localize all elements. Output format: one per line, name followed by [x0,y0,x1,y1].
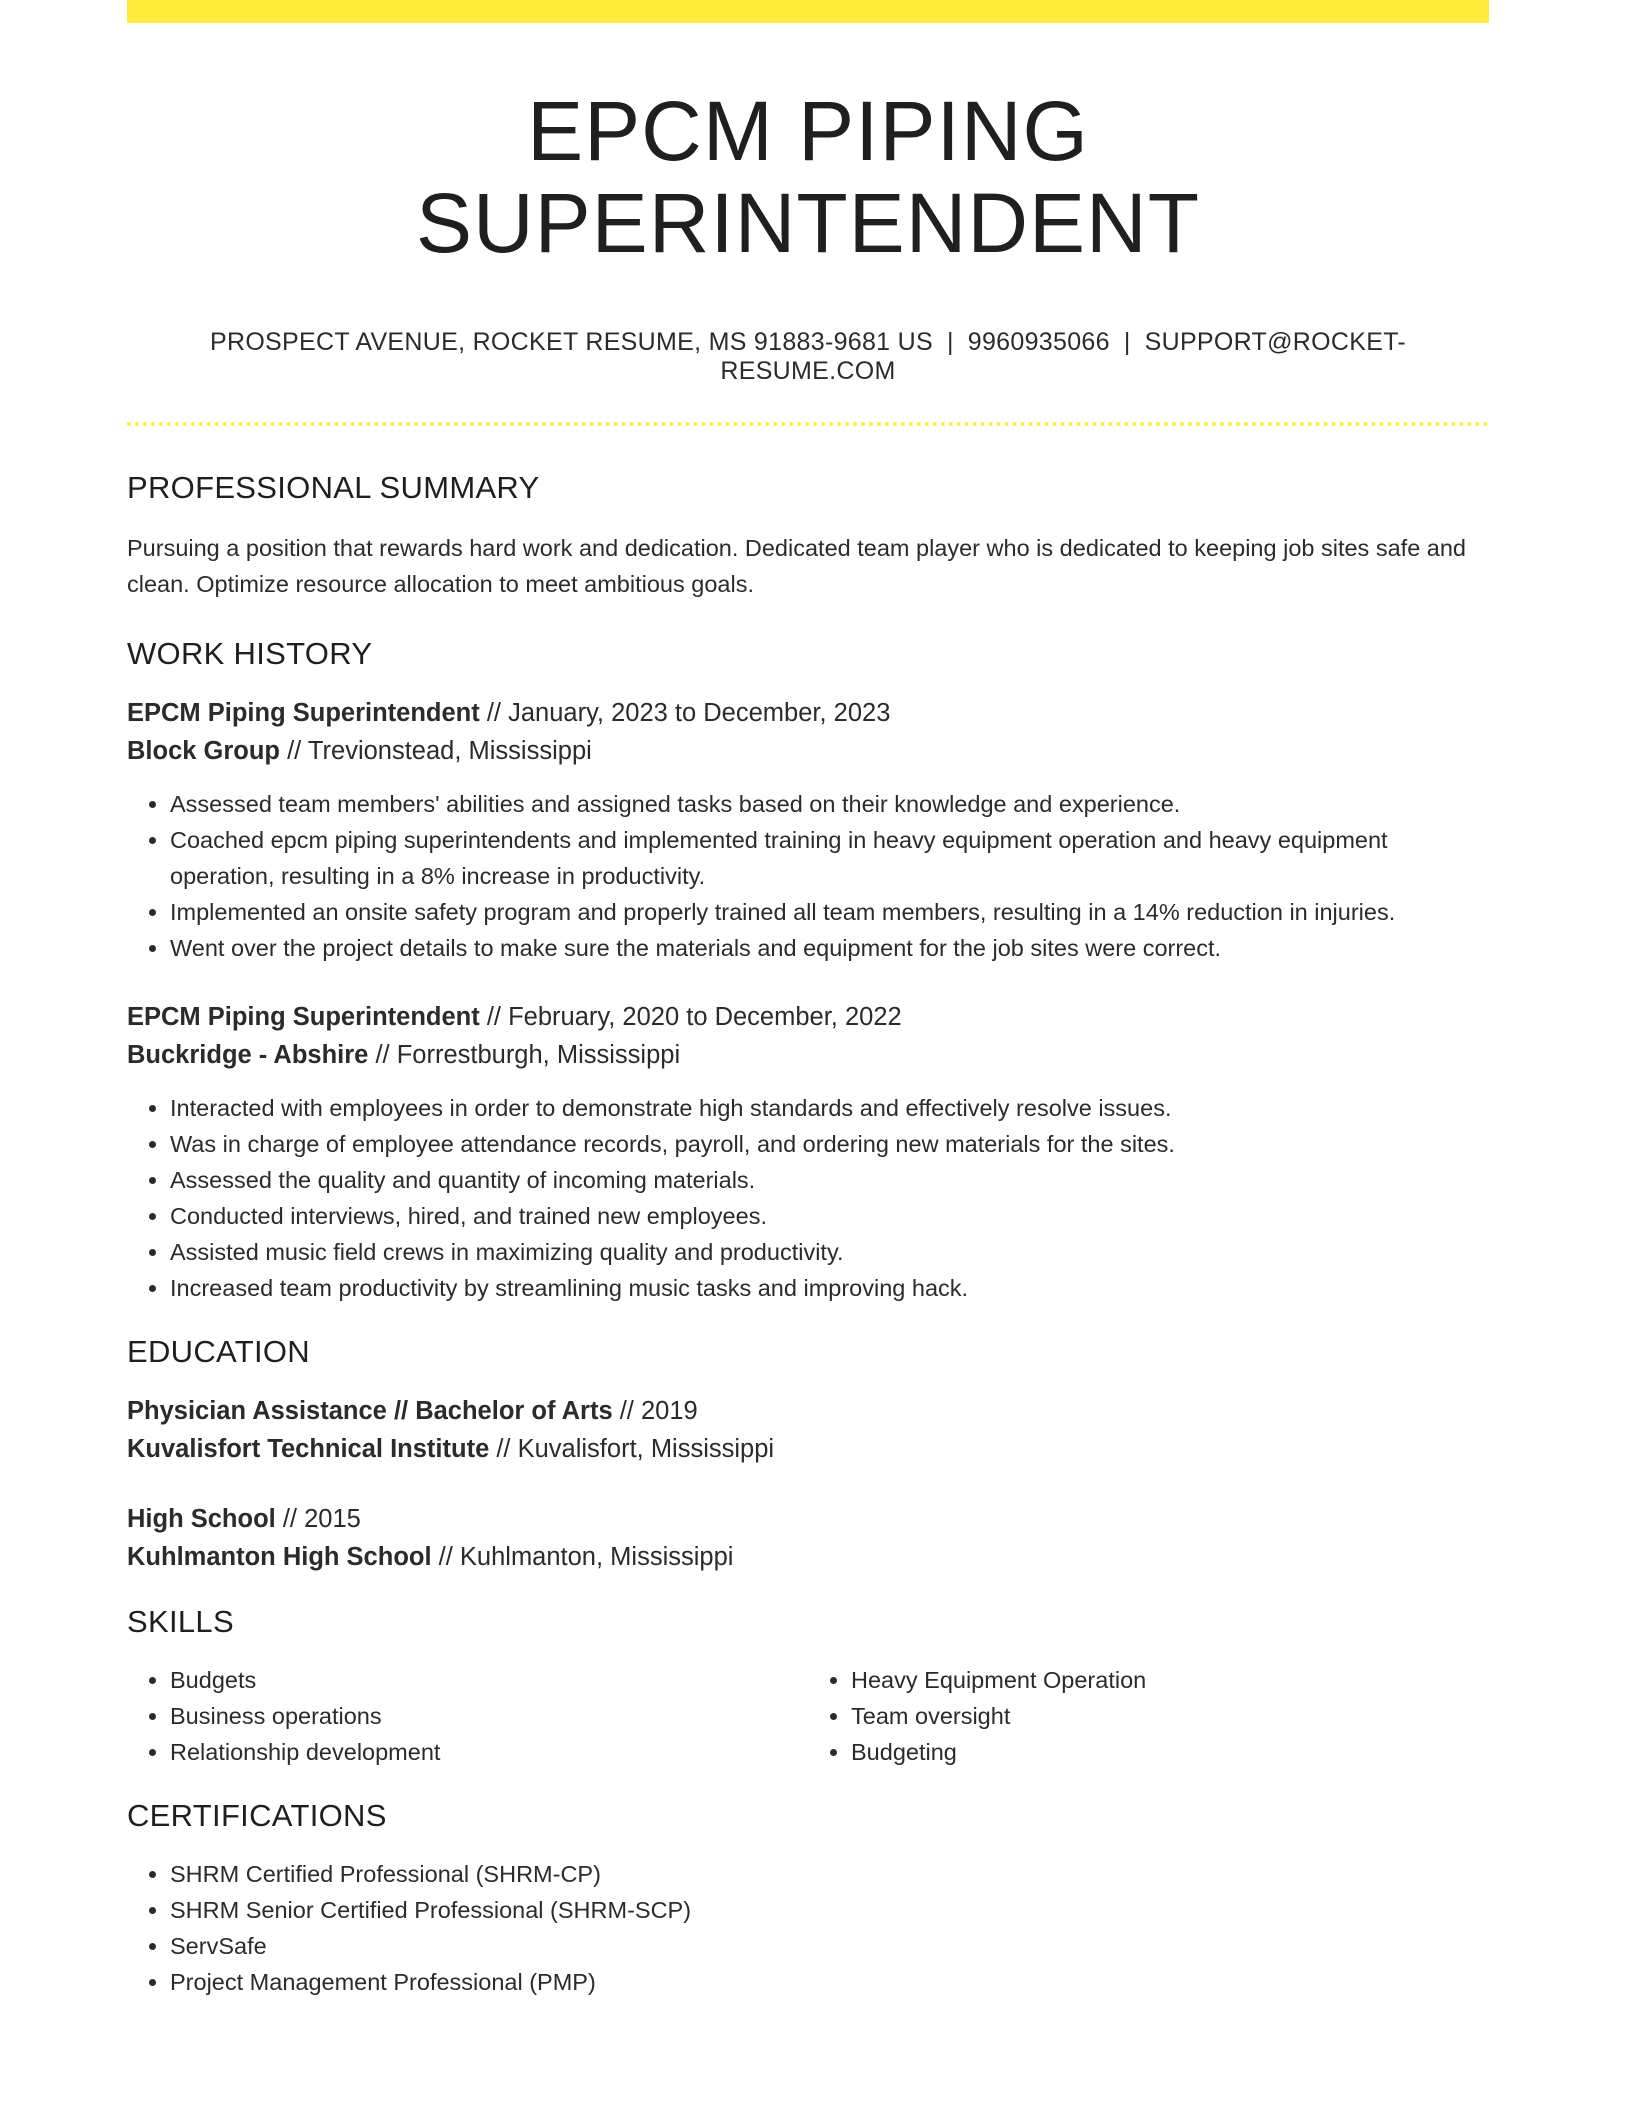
section-title-certifications: CERTIFICATIONS [127,1797,387,1833]
certifications-list [127,1856,1489,2000]
job-company-line [127,732,1489,770]
job-dates: // January, 2023 to December, 2023 [479,698,891,727]
skill-item: • Business operations [170,1698,808,1734]
skill-item: • Relationship development [170,1734,808,1770]
certification-item: • Project Management Professional (PMP) [170,1964,1489,2000]
contact-separator: | [946,327,954,356]
job-bullets [127,786,1489,966]
resume-page [127,0,1489,2000]
education-degree-line [127,1500,1489,1538]
certification-item: • ServSafe [170,1928,1489,1964]
education-degree: High School [127,1504,276,1533]
education-year: // 2019 [612,1396,698,1425]
job-bullet: • Interacted with employees in order to demonstrate high standards and effectively resolve issues. [170,1090,1489,1126]
contact-separator: | [1123,327,1131,356]
job-bullets [127,1090,1489,1306]
education-entry [127,1392,1489,1468]
education-school: Kuvalisfort Technical Institute [127,1434,490,1463]
contact-line [127,328,1489,386]
job-bullet: • Assessed the quality and quantity of incoming materials. [170,1162,1489,1198]
section-title-summary: PROFESSIONAL SUMMARY [127,469,540,505]
contact-address: PROSPECT AVENUE, ROCKET RESUME, MS 91883-9681 US [209,327,933,356]
job-bullet: • Increased team productivity by streamlining music tasks and improving hack. [170,1270,1489,1306]
education-entry [127,1500,1489,1576]
skill-item: • Team oversight [851,1698,1489,1734]
education-year: // 2015 [275,1504,361,1533]
skill-item: • Heavy Equipment Operation [851,1662,1489,1698]
job-company: Block Group [127,736,281,765]
job-role: EPCM Piping Superintendent [127,698,480,727]
job-company-line [127,1036,1489,1074]
education-location: // Kuhlmanton, Mississippi [431,1542,734,1571]
job-entry [127,694,1489,966]
certification-item: • SHRM Senior Certified Professional (SHRM-SCP) [170,1892,1489,1928]
skills-column-left [127,1662,808,1770]
summary-text: Pursuing a position that rewards hard work and dedication. Dedicated team player who is dedicated to keeping job sites safe and clean. Optimize resource allocation to meet ambitious goals. [127,534,1466,597]
job-company: Buckridge - Abshire [127,1040,369,1069]
certification-item: • SHRM Certified Professional (SHRM-CP) [170,1856,1489,1892]
resume-name: EPCM PIPING SUPERINTENDENT [415,84,1201,271]
job-role: EPCM Piping Superintendent [127,1002,480,1031]
job-title-line [127,998,1489,1036]
section-title-work-history: WORK HISTORY [127,635,373,671]
job-bullet: • Went over the project details to make sure the materials and equipment for the job sites were correct. [170,930,1489,966]
skills-column-right [808,1662,1489,1770]
accent-top-bar [127,0,1489,23]
job-bullet: • Implemented an onsite safety program and properly trained all team members, resulting in a 14% reduction in injuries. [170,894,1489,930]
education-location: // Kuvalisfort, Mississippi [489,1434,775,1463]
education-degree-line [127,1392,1489,1430]
job-bullet: • Coached epcm piping superintendents and implemented training in heavy equipment operation and heavy equipment operation, resulting in a 8% increase in productivity. [170,822,1489,894]
section-title-education: EDUCATION [127,1333,310,1369]
education-school-line [127,1538,1489,1576]
contact-email[interactable]: SUPPORT@ROCKET-RESUME.COM [720,327,1407,385]
job-entry [127,998,1489,1306]
job-bullet: • Conducted interviews, hired, and trained new employees. [170,1198,1489,1234]
header-divider [127,422,1489,426]
job-title-line [127,694,1489,732]
job-bullet: • Assessed team members' abilities and assigned tasks based on their knowledge and experience. [170,786,1489,822]
education-school: Kuhlmanton High School [127,1542,432,1571]
job-location: // Forrestburgh, Mississippi [368,1040,681,1069]
education-degree: Physician Assistance // Bachelor of Arts [127,1396,613,1425]
education-school-line [127,1430,1489,1468]
skill-item: • Budgets [170,1662,808,1698]
job-bullet: • Assisted music field crews in maximizing quality and productivity. [170,1234,1489,1270]
job-bullet: • Was in charge of employee attendance records, payroll, and ordering new materials for the sites. [170,1126,1489,1162]
skills-grid [127,1662,1489,1770]
skill-item: • Budgeting [851,1734,1489,1770]
job-location: // Trevionstead, Mississippi [280,736,592,765]
section-title-skills: SKILLS [127,1603,234,1639]
contact-phone[interactable]: 9960935066 [967,327,1110,356]
job-dates: // February, 2020 to December, 2022 [479,1002,902,1031]
